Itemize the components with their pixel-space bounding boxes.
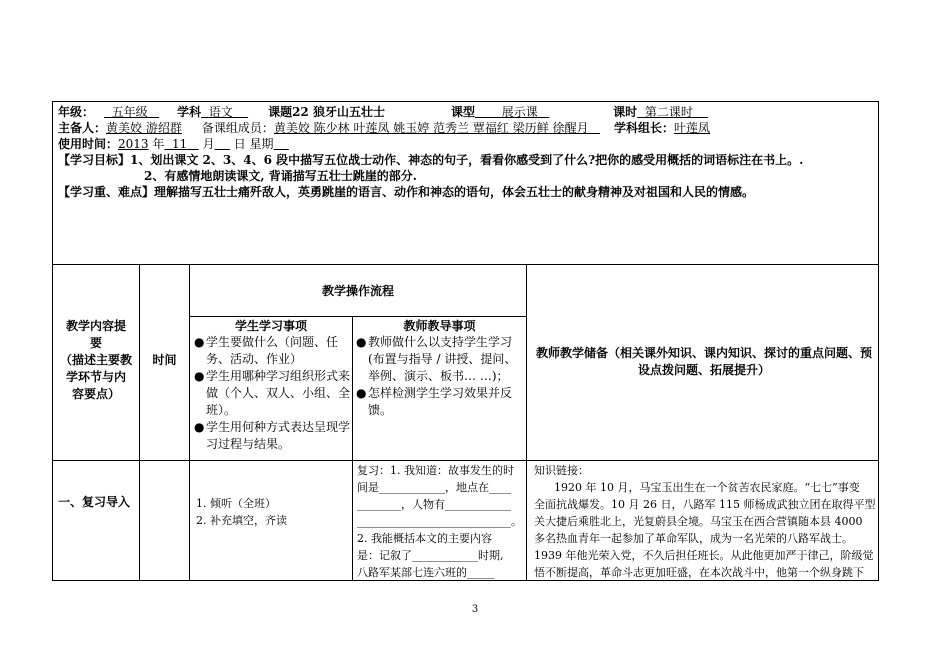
col-divider-3 <box>352 316 353 581</box>
col-content-header: 教学内容提 要 （描述主要教 学环节与内 容要点） <box>59 319 132 401</box>
student-items-list <box>194 334 350 453</box>
topic-label: 课题 <box>268 105 293 119</box>
subject-value: 语文 <box>208 105 233 119</box>
learning-goal-2: 2、有感情地朗读课文, 背诵描写五壮士跳崖的部分. <box>144 169 417 183</box>
col-divider-4 <box>526 264 527 581</box>
page-number: 3 <box>471 604 479 615</box>
type-label: 课型 <box>450 105 475 119</box>
col-flow-header: 教学操作流程 <box>321 284 394 298</box>
type-value: 展示课 <box>501 105 538 119</box>
subject-label: 学科 <box>177 105 202 119</box>
date-label: 使用时间： <box>58 137 119 151</box>
list-item: ● 学生要做什么（问题、任务、活动、作业） <box>194 335 339 366</box>
date-year: 2013 <box>118 137 149 151</box>
preparer-label: 主备人： <box>58 121 107 135</box>
row1-teacher-steps: 复习：1. 我知道：故事发生的时 间是____________，地点在____ ________，人物有____________ ____________________________。 2. 我能概括本文的主要内容 是：记叙了____________时期, 八路军某部七连六班的_____ <box>357 464 522 579</box>
leader-label: 学科组长： <box>614 121 675 135</box>
learning-goal-1: 【学习目标】1、划出课文 2、3、4、6 段中描写五位战士动作、神态的句子，看看你感受到了什么?把你的感受用概括的词语标注在书上。. <box>58 153 804 167</box>
flow-subheader-border <box>189 316 526 317</box>
group-value: 黄美姣 陈少林 叶莲凤 姚玉婷 范秀兰 覃福红 梁历鲜 徐醒月 <box>273 121 589 135</box>
col-divider-1 <box>139 264 140 581</box>
preparer-value: 黄美姣 游绍群 <box>106 121 182 135</box>
header-row-1 <box>58 104 873 120</box>
header-row-2 <box>58 120 873 136</box>
col-time-header: 时间 <box>152 353 177 367</box>
knowledge-link-title: 知识链接： <box>534 464 589 477</box>
col-divider-2 <box>189 264 190 581</box>
row1-reserve-notes: 知识链接： 1920 年 10 月，马宝玉出生在一个贫苦农民家庭。“七七”事变 全面抗战爆发。10 月 26 日，八路军 115 师杨成武独立团在取得平型 关大捷后乘胜北上，光复蔚县全境。马宝玉在西合营镇随本县 4000 多名热血青年一起参加了革命军队，成为一名光荣的八路军战士。 1939 年他光荣入党，不久后担任班长。从此他更加严于律己，阶级觉 悟不断提高，革命斗志更加旺盛，在本次战斗中，他第一个纵身跳下 <box>534 464 876 579</box>
col-reserve-header: 教师教学储备（相关课外知识、课内知识、探讨的重点问题、预设点拨问题、拓展提升） <box>535 346 872 377</box>
key-points: 【学习重、难点】理解描写五壮士痛歼敌人，英勇跳崖的语言、动作和神态的语句，体会五壮士的献身精神及对祖国和人民的情感。 <box>58 185 755 199</box>
date-month: 11 <box>172 137 188 151</box>
leader-value: 叶莲凤 <box>674 121 711 135</box>
period-label: 课时 <box>613 105 638 119</box>
teacher-items-list <box>356 334 522 419</box>
list-item: ● 怎样检测学生学习效果并反馈。 <box>356 386 513 417</box>
date-weekday <box>274 137 289 151</box>
list-item: 1. 倾听（全班） <box>196 497 276 510</box>
header-bottom-border <box>52 460 879 461</box>
list-item: ● 学生用哪种学习组织形式来做（个人、双人、小组、全班）。 <box>194 369 351 417</box>
grade-label: 年级： <box>58 105 95 119</box>
list-item: ● 教师做什么以支持学生学习(布置与指导 / 讲授、提问、举例、演示、板书… …)； <box>356 335 517 383</box>
list-item: 2. 补充填空，齐读 <box>196 514 287 527</box>
topic-value: 22 狼牙山五壮士 <box>292 105 385 119</box>
row1-student-steps <box>196 495 346 529</box>
col-student-header: 学生学习事项 <box>234 319 307 333</box>
grade-value: 五年级 <box>111 105 148 119</box>
lesson-header <box>58 104 873 200</box>
list-item: ● 学生用何种方式表达呈现学习过程与结果。 <box>194 420 351 451</box>
period-value: 第二课时 <box>644 105 693 119</box>
date-day <box>215 137 230 151</box>
col-teacher-header: 教师教导事项 <box>403 319 476 333</box>
section-review-intro: 一、复习导入 <box>58 495 131 509</box>
group-label: 备课组成员： <box>201 121 274 135</box>
header-row-3: 使用时间：2013 年 11 月 日 星期 <box>58 136 873 152</box>
table-top-border <box>52 264 879 265</box>
